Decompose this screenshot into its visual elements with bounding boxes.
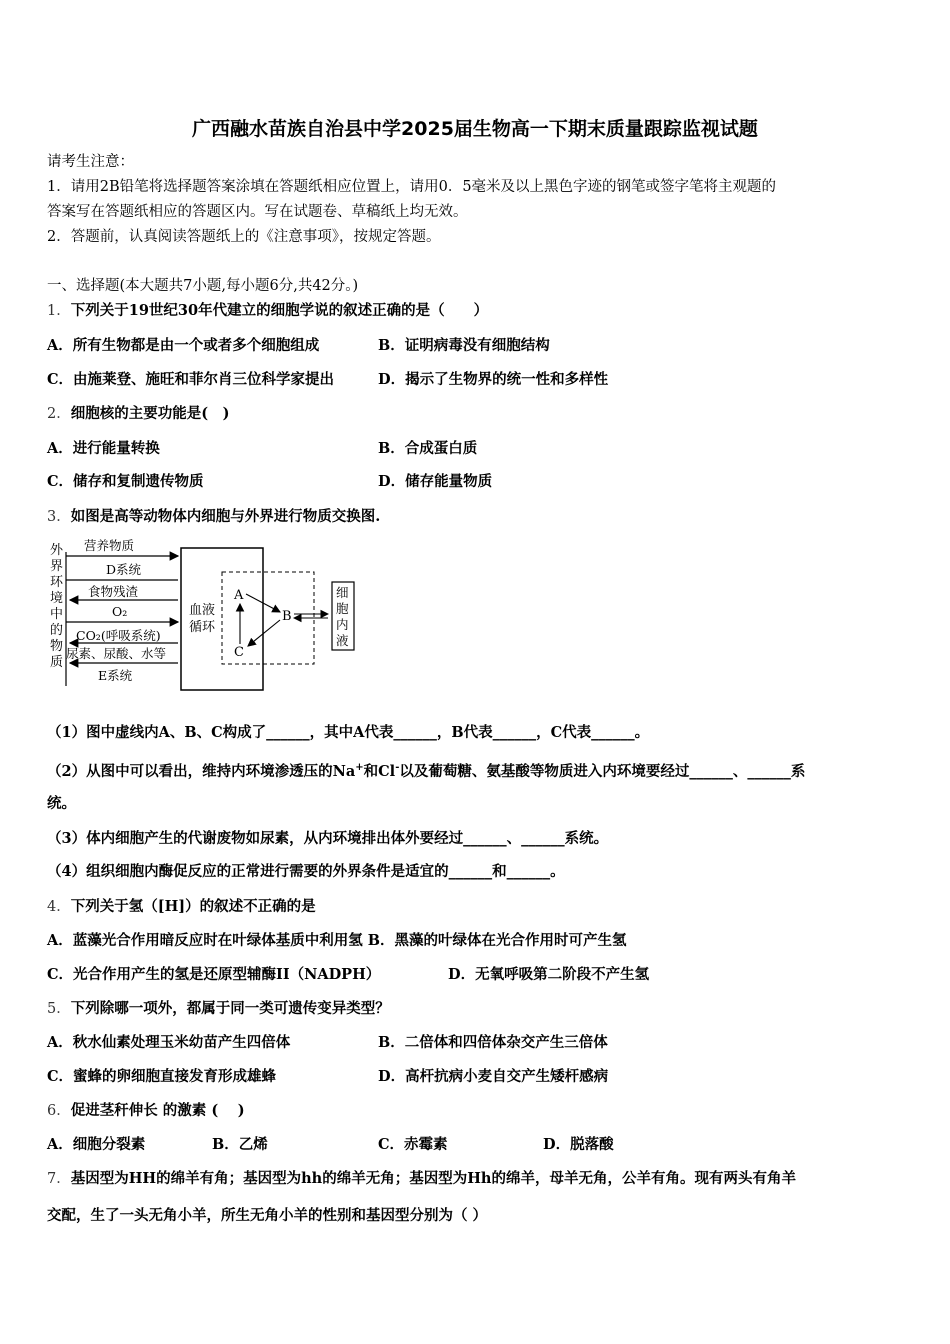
q3-part-2 xyxy=(47,758,805,782)
option-a: A．所有生物都是由一个或者多个细胞组成 xyxy=(47,337,320,354)
e-system-label: E系统 xyxy=(98,668,133,683)
section-heading: 一、选择题(本大题共7小题,每小题6分,共42分。) xyxy=(47,278,359,294)
label-char: 质 xyxy=(50,655,64,670)
question-stem: 细胞核的主要功能是( ) xyxy=(70,405,230,422)
notice-heading: 请考生注意： xyxy=(47,154,134,170)
option-d: D．脱落酸 xyxy=(543,1136,614,1153)
option-b: B．二倍体和四倍体杂交产生三倍体 xyxy=(378,1034,608,1051)
option-a: A．细胞分裂素 xyxy=(47,1136,146,1153)
superscript: - xyxy=(395,762,400,773)
option-c: C．由施莱登、施旺和菲尔肖三位科学家提出 xyxy=(47,371,335,388)
blood-label: 血液 xyxy=(189,603,216,618)
option-d: D．储存能量物质 xyxy=(378,473,493,490)
label-char: 境 xyxy=(50,591,64,606)
cell-fluid-char: 胞 xyxy=(336,601,349,616)
q3-part-2-text: （2）从图中可以看出，维持内环境渗透压的Na xyxy=(47,762,356,780)
option-d: D．无氧呼吸第二阶段不产生氢 xyxy=(448,966,650,983)
node-b: B xyxy=(282,609,292,624)
question-number: 4． xyxy=(47,899,71,915)
cell-fluid-char: 液 xyxy=(336,633,349,648)
label-char: 环 xyxy=(50,575,64,590)
question-1 xyxy=(47,301,488,321)
notice-item-1: 1．请用2B铅笔将选择题答案涂填在答题纸相应位置上，请用0．5毫米及以上黑色字迹的钢笔或签字笔将主观题的 xyxy=(47,179,777,195)
cell-fluid-char: 内 xyxy=(336,617,349,632)
question-stem: 下列除哪一项外，都属于同一类可遗传变异类型？ xyxy=(70,1000,390,1017)
superscript: + xyxy=(355,762,364,773)
question-2 xyxy=(47,404,229,424)
label-char: 中 xyxy=(50,607,64,622)
node-c: C xyxy=(234,645,244,660)
question-number: 3． xyxy=(47,509,71,525)
q3-part-2-text: 和Cl xyxy=(363,762,396,780)
question-3 xyxy=(47,507,380,527)
notice-item-2: 2．答题前，认真阅读答题纸上的《注意事项》，按规定答题。 xyxy=(47,229,441,245)
option-c: C．赤霉素 xyxy=(378,1136,448,1153)
option-a: A．秋水仙素处理玉米幼苗产生四倍体 xyxy=(47,1034,291,1051)
question-stem: 下列关于氢（[H]）的叙述不正确的是 xyxy=(70,898,316,915)
question-stem: 如图是高等动物体内细胞与外界进行物质交换图. xyxy=(70,508,381,525)
label-char: 物 xyxy=(50,639,64,654)
cell-fluid-char: 细 xyxy=(336,585,349,600)
option-a: A．进行能量转换 xyxy=(47,440,160,457)
question-stem: 基因型为HH的绵羊有角；基因型为hh的绵羊无角；基因型为Hh的绵羊，母羊无角，公羊有角。现有两头有角羊 xyxy=(70,1170,796,1187)
option-c: C．蜜蜂的卵细胞直接发育形成雄蜂 xyxy=(47,1068,277,1085)
notice-item-1-cont: 答案写在答题纸相应的答题区内。写在试题卷、草稿纸上均无效。 xyxy=(47,204,468,220)
question-7-cont: 交配，生了一头无角小羊，所生无角小羊的性别和基因型分别为（ ） xyxy=(47,1207,488,1224)
d-system-label: D系统 xyxy=(106,562,142,577)
question-number: 2． xyxy=(47,406,71,422)
q3-part-3: （3）体内细胞产生的代谢废物如尿素，从内环境排出体外要经过______、______系统。 xyxy=(47,830,609,847)
option-d: D．高杆抗病小麦自交产生矮杆感病 xyxy=(378,1068,609,1085)
question-number: 5． xyxy=(47,1001,71,1017)
node-a: A xyxy=(234,588,244,603)
option-b: B．证明病毒没有细胞结构 xyxy=(378,337,550,354)
blood-box xyxy=(181,548,263,690)
label-char: 的 xyxy=(50,623,64,638)
page-title: 广西融水苗族自治县中学2025届生物高一下期末质量跟踪监视试题 xyxy=(192,118,758,140)
option-ab: A．蓝藻光合作用暗反应时在叶绿体基质中利用氢 B．黑藻的叶绿体在光合作用时可产生氢 xyxy=(47,932,627,949)
nutrients-label: 营养物质 xyxy=(84,538,135,553)
question-stem: 下列关于19世纪30年代建立的细胞学说的叙述正确的是（ ） xyxy=(70,302,489,319)
question-4 xyxy=(47,897,316,917)
q3-part-4: （4）组织细胞内酶促反应的正常进行需要的外界条件是适宜的______和______。 xyxy=(47,863,565,880)
o2-label: O₂ xyxy=(112,604,128,619)
question-number: 1． xyxy=(47,303,71,319)
q3-part-1: （1）图中虚线内A、B、C构成了______，其中A代表______，B代表______，C代表______。 xyxy=(47,724,650,741)
co2-label: CO₂(呼吸系统) xyxy=(76,628,161,643)
exchange-diagram xyxy=(44,534,364,694)
food-residue-label: 食物残渣 xyxy=(88,584,139,599)
label-char: 界 xyxy=(50,559,64,574)
question-number: 7． xyxy=(47,1171,71,1187)
option-b: B．合成蛋白质 xyxy=(378,440,478,457)
option-b: B．乙烯 xyxy=(212,1136,268,1153)
option-d: D．揭示了生物界的统一性和多样性 xyxy=(378,371,609,388)
blood-label: 循环 xyxy=(189,620,216,635)
question-stem: 促进茎秆伸长 的激素 ( ) xyxy=(70,1102,245,1119)
option-c: C．储存和复制遗传物质 xyxy=(47,473,204,490)
question-7 xyxy=(47,1169,796,1189)
question-5 xyxy=(47,999,390,1019)
label-char: 外 xyxy=(50,543,64,558)
q3-part-2-cont: 统。 xyxy=(47,795,76,812)
urea-label: 尿素、尿酸、水等 xyxy=(66,646,167,661)
q3-part-2-text: 以及葡萄糖、氨基酸等物质进入内环境要经过______、______系 xyxy=(399,762,806,780)
question-number: 6． xyxy=(47,1103,71,1119)
question-6 xyxy=(47,1101,245,1121)
option-c: C．光合作用产生的氢是还原型辅酶II（NADPH） xyxy=(47,966,381,983)
outer-environment-label xyxy=(50,543,64,670)
